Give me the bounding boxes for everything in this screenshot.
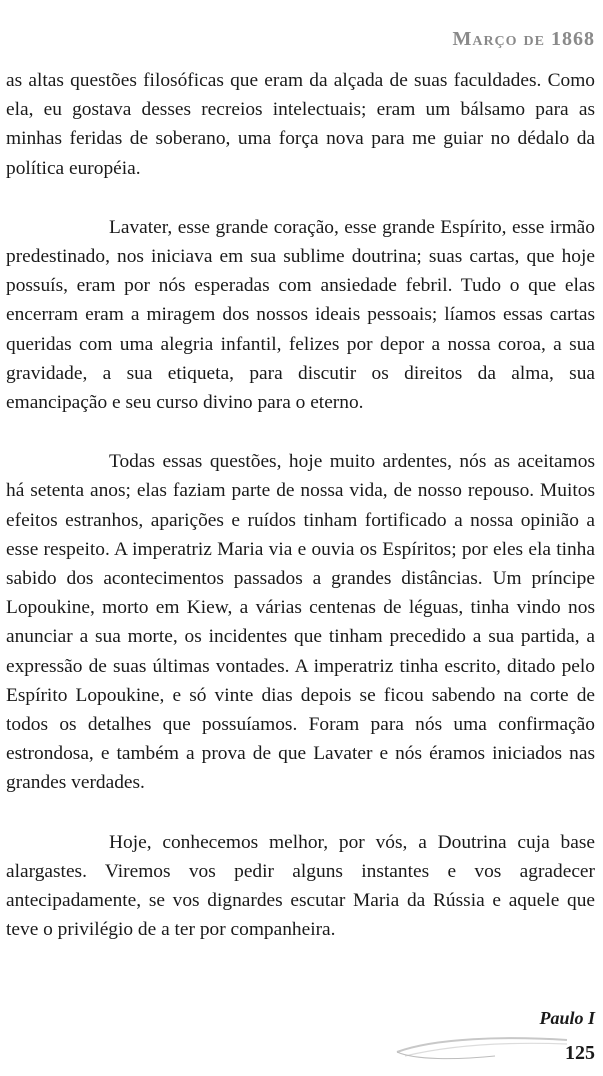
paragraph-3: Todas essas questões, hoje muito ardentes, nós as aceitamos há setenta anos; elas faziam parte de nossa vida, de nosso repouso. Muitos efeitos estranhos, aparições e ruídos tinham fortificado a nossa opinião a esse respeito. A imperatriz Maria via e ouvia os Espíritos; por eles ela tinha sabido dos acontecimentos passados a grandes distâncias. Um príncipe Lopoukine, morto em Kiew, a várias centenas de léguas, tinha vindo nos anunciar a sua morte, os incidentes que tinham precedido a sua partida, a expressão de suas últimas vontades. A imperatriz tinha escrito, ditado pelo Espírito Lopoukine, e só vinte dias depois se ficou sabendo na corte de todos os detalhes que possuíamos. Foram para nós uma confirmação estrondosa, e também a prova de que Lavater e nós éramos iniciados nas grandes verdades.: [6, 451, 595, 794]
paragraph-2: Lavater, esse grande coração, esse grande Espírito, esse irmão predestinado, nos iniciava em sua sublime doutrina; suas cartas, que hoje possuís, eram por nós esperadas com ansiedade febril. Tudo o que elas encerram eram a miragem dos nossos ideais pessoais; líamos essas cartas queridas com uma alegria infantil, felizes por depor a nossa coroa, a sua gravidade, a sua etiqueta, para discutir os direitos da alma, sua emancipação e seu curso divino para o eterno.: [6, 216, 595, 414]
page-body: [6, 66, 595, 944]
page-number: 125: [565, 1042, 595, 1064]
running-header: Março de 1868: [452, 28, 595, 50]
paragraph-1: as altas questões filosóficas que eram da alçada de suas faculdades. Como ela, eu gostava desses recreios intelectuais; eram um bálsamo para as minhas feridas de soberano, uma força nova para me guiar no dédalo da política européia.: [6, 70, 595, 179]
signature: Paulo I: [539, 1008, 595, 1028]
paragraph-4: Hoje, conhecemos melhor, por vós, a Doutrina cuja base alargastes. Viremos vos pedir alguns instantes e vos agradecer antecipadamente, se vos dignardes escutar Maria da Rússia e aquele que teve o privilégio de a ter por companheira.: [6, 831, 595, 941]
page-swoosh-ornament: [395, 1030, 570, 1066]
